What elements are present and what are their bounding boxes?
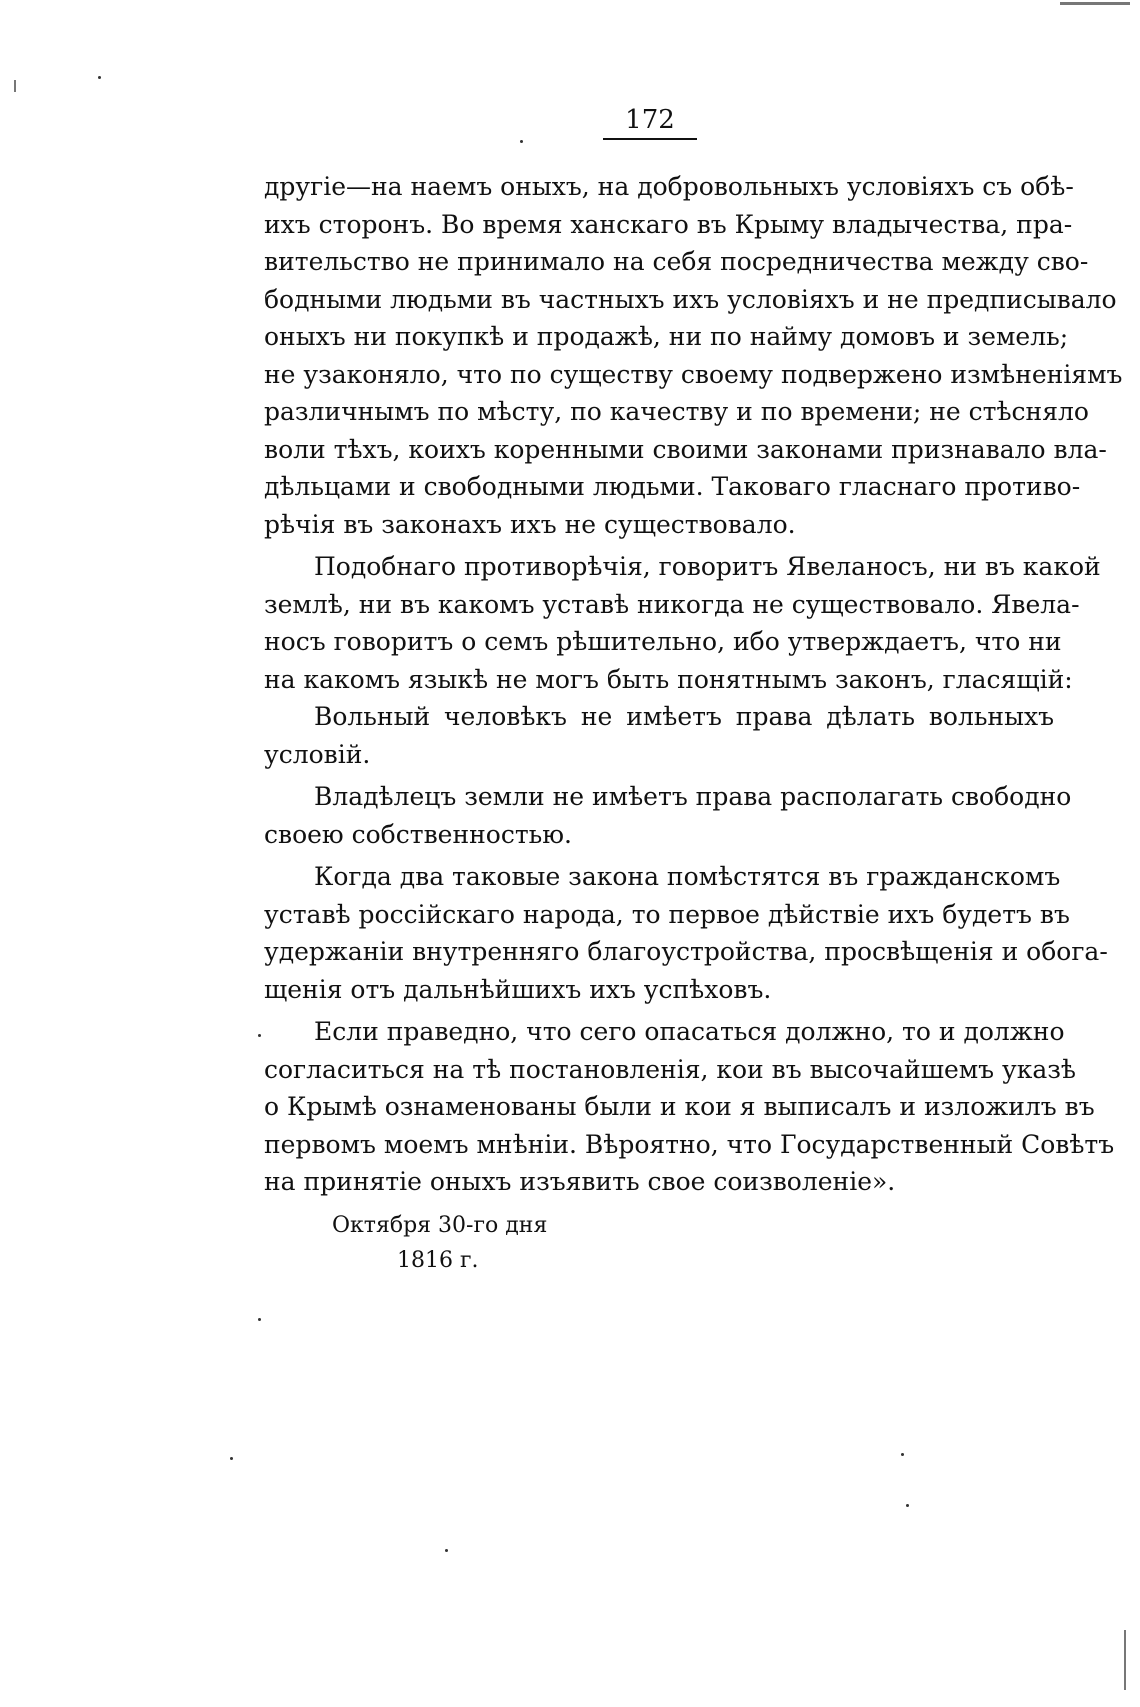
text-line: Вольный человѣкъ не имѣетъ права дѣлать вольныхъ: [314, 702, 1054, 731]
text-line: дѣльцами и свободными людьми. Таковаго гласнаго противо-: [264, 472, 1081, 501]
text-line: Если праведно, что сего опасаться должно, то и должно: [314, 1017, 1065, 1046]
text-line: носъ говоритъ о семъ рѣшительно, ибо утверждаетъ, что ни: [264, 627, 1062, 656]
body-text: [264, 168, 1123, 1201]
text-line: своею собственностью.: [264, 819, 572, 849]
text-line: ихъ сторонъ. Во время ханскаго въ Крыму владычества, пра-: [264, 209, 1073, 239]
text-line: первомъ моемъ мнѣніи. Вѣроятно, что Государственный Совѣтъ: [264, 1129, 1115, 1159]
page-number: 172: [625, 105, 675, 135]
scan-edge-mark: [1060, 2, 1130, 5]
signature-year-line: 1816 г.: [397, 1248, 479, 1273]
text-line: не узаконяло, что по существу своему подвержено измѣненіямъ: [264, 359, 1123, 389]
text-line: Владѣлецъ земли не имѣетъ права располагать свободно: [314, 782, 1072, 811]
text-line: условій.: [264, 739, 371, 769]
paragraph-1: [264, 168, 1123, 543]
paragraph-6: [264, 1013, 1115, 1201]
paragraph-5: [264, 858, 1108, 1008]
scan-speck: [445, 1549, 448, 1552]
paragraph-2: [264, 548, 1101, 698]
text-line: согласиться на тѣ постановленія, кои въ высочайшемъ указѣ: [264, 1054, 1076, 1084]
scan-speck: [258, 1034, 261, 1037]
scan-edge-mark: [1124, 1630, 1126, 1690]
scan-speck: [258, 1318, 261, 1321]
text-line: удержаніи внутренняго благоустройства, просвѣщенія и обога-: [264, 937, 1108, 966]
page-number-rule: [603, 138, 697, 140]
scan-speck: [901, 1453, 904, 1456]
scan-speck: [906, 1504, 909, 1507]
text-line: различнымъ по мѣсту, по качеству и по времени; не стѣсняло: [264, 397, 1089, 426]
paragraph-4: [264, 778, 1072, 853]
text-line: землѣ, ни въ какомъ уставѣ никогда не существовало. Явела-: [264, 589, 1080, 619]
date-signature: [332, 1208, 547, 1278]
text-line: на какомъ языкѣ не могъ быть понятнымъ законъ, гласящій:: [264, 664, 1073, 694]
text-line: вительство не принимало на себя посредничества между сво-: [264, 247, 1089, 276]
text-line: щенія отъ дальнѣйшихъ ихъ успѣховъ.: [264, 974, 772, 1004]
text-line: Когда два таковые закона помѣстятся въ гражданскомъ: [314, 862, 1061, 891]
scan-speck: [98, 76, 101, 79]
scan-edge-mark: [14, 80, 16, 92]
text-line: о Крымѣ ознаменованы были и кои я выписалъ и изложилъ въ: [264, 1092, 1095, 1121]
scan-speck: [230, 1457, 233, 1460]
text-line: рѣчія въ законахъ ихъ не существовало.: [264, 509, 796, 539]
signature-date-line: Октября 30-го дня: [332, 1213, 548, 1238]
text-line: другіе—на наемъ оныхъ, на добровольныхъ условіяхъ съ обѣ-: [264, 172, 1074, 201]
text-line: воли тѣхъ, коихъ коренными своими законами признавало вла-: [264, 434, 1107, 464]
text-line: бодными людьми въ частныхъ ихъ условіяхъ и не предписывало: [264, 284, 1117, 314]
text-line: на принятіе оныхъ изъявить свое соизволеніе».: [264, 1167, 896, 1196]
text-line: уставѣ россійскаго народа, то первое дѣйствіе ихъ будетъ въ: [264, 899, 1070, 929]
text-line: Подобнаго противорѣчія, говоритъ Явеланосъ, ни въ какой: [314, 552, 1101, 581]
scan-speck: [520, 140, 523, 143]
text-line: оныхъ ни покупкѣ и продажѣ, ни по найму домовъ и земель;: [264, 322, 1069, 351]
paragraph-3: [264, 698, 1054, 773]
